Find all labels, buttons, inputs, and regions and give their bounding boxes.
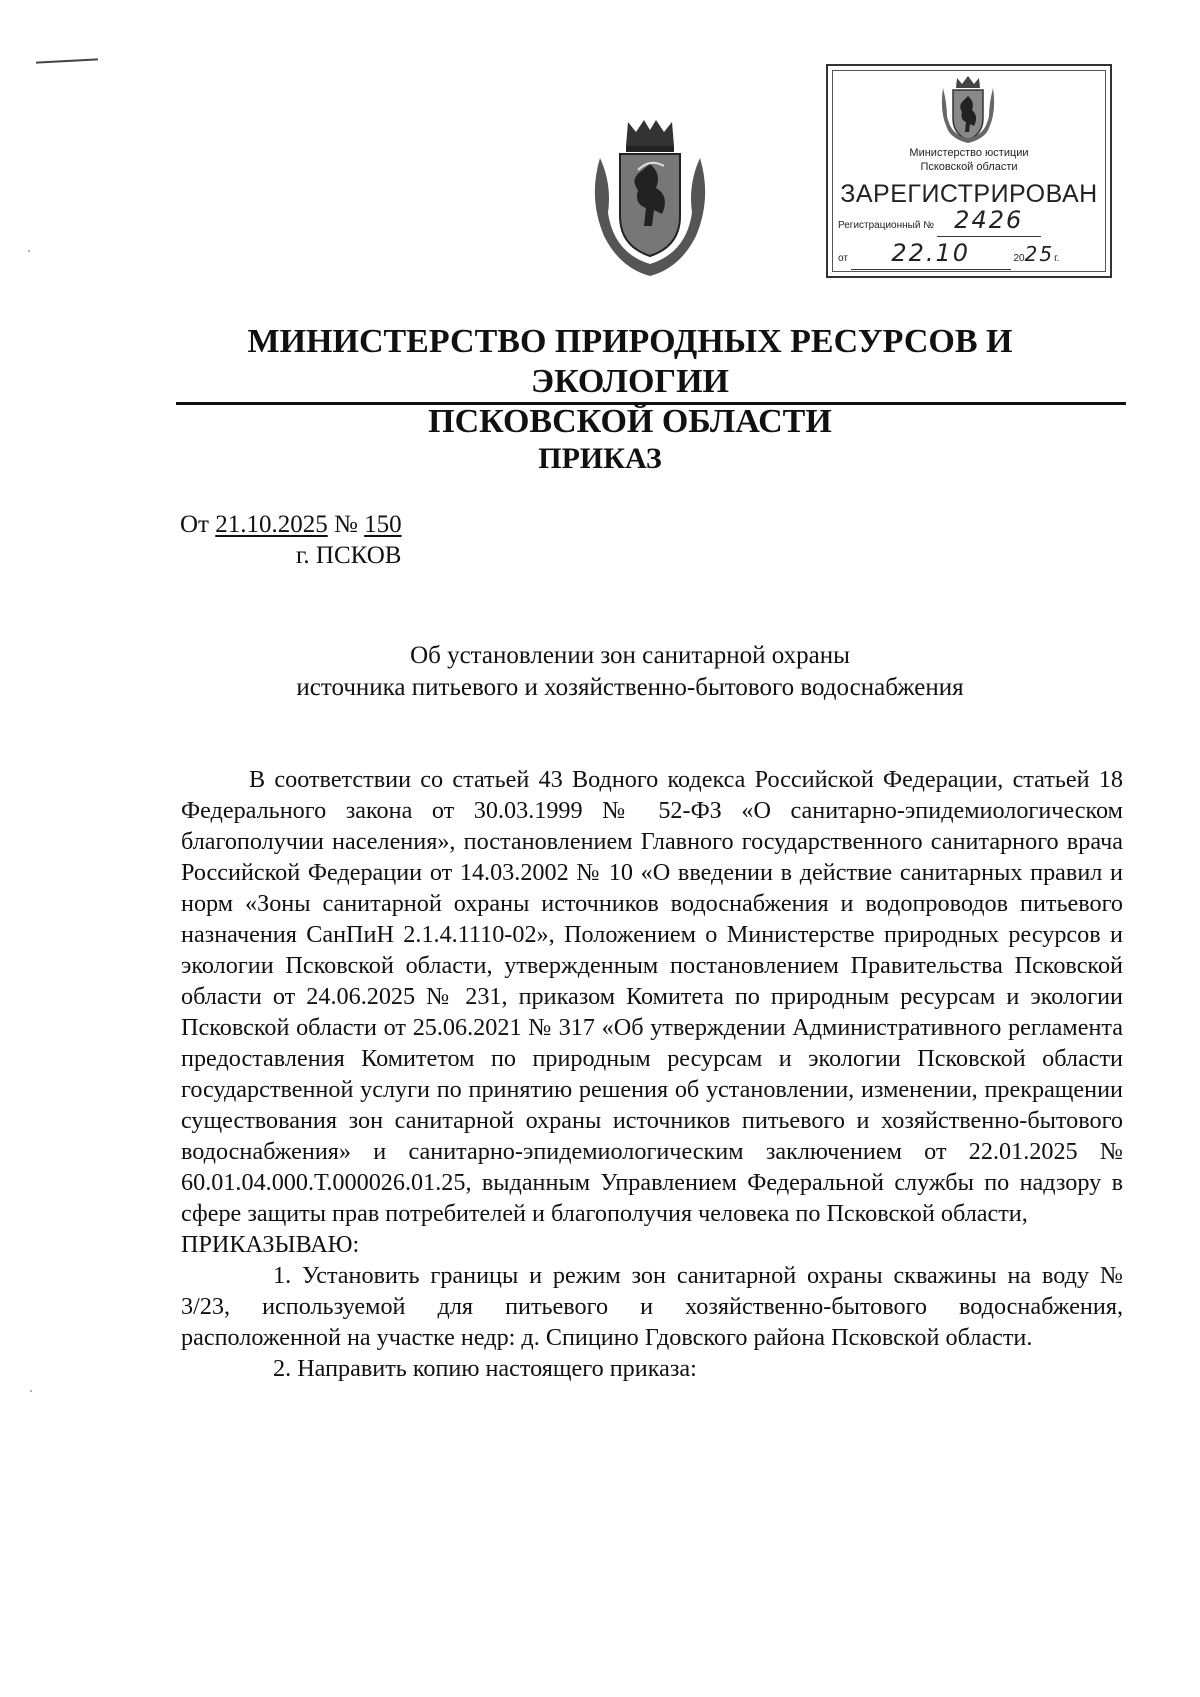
header-divider xyxy=(176,402,1126,405)
stamp-reg-line xyxy=(838,206,1041,237)
stamp-year-suffix: 25 xyxy=(1024,242,1055,266)
coat-of-arms-icon xyxy=(590,118,710,278)
order-word: ПРИКАЗЫВАЮ: xyxy=(181,1231,360,1258)
ministry-title: МИНИСТЕРСТВО ПРИРОДНЫХ РЕСУРСОВ И ЭКОЛОГИИ ПСКОВСКОЙ ОБЛАСТИ xyxy=(247,323,1013,440)
order-subject: Об установлении зон санитарной охраны источника питьевого и хозяйственно-бытового водоснабжения xyxy=(296,642,964,701)
scan-artifact xyxy=(36,58,98,63)
stamp-year-prefix: 20 xyxy=(1013,253,1025,264)
order-city: г. ПСКОВ xyxy=(296,542,402,569)
stamp-organization: Министерство юстиции Псковской области xyxy=(909,147,1029,173)
order-item-1: 1. Установить границы и режим зон санитарной охраны скважины на воду № 3/23, используемой для питьевого и хозяйственно-бытового водоснабжения, расположенной на участке недр: д. Спицино Гдовского района Псковской области. xyxy=(181,1262,1123,1351)
preamble-paragraph: В соответствии со статьей 43 Водного кодекса Российской Федерации, статьей 18 Федерального закона от 30.03.1999 № 52-ФЗ «О санитарно-эпидемиологическом благополучии населения», постановлением Главного государственного санитарного врача Российской Федерации от 14.03.2002 № 10 «О введении в действие санитарных правил и норм «Зоны санитарной охраны источников водоснабжения и водопроводов питьевого назначения СанПиН 2.1.4.1110-02», Положением о Министерстве природных ресурсов и экологии Псковской области, утвержденным постановлением Правительства Псковской области от 24.06.2025 № 231, приказом Комитета по природным ресурсам и экологии Псковской области от 25.06.2021 № 317 «Об утверждении Административного регламента предоставления Комитетом по природным ресурсам и экологии Псковской области государственной услуги по принятию решения об установлении, изменении, прекращении существования зон санитарной охраны источников питьевого и хозяйственно-бытового водоснабжения» и санитарно-эпидемиологическим заключением от 22.01.2025 № 60.01.04.000.Т.000026.01.25, выданным Управлением Федеральной службы по надзору в сфере защиты прав потребителей и благополучия человека по Псковской области, xyxy=(181,766,1123,1227)
stamp-date-value: 22.10 xyxy=(891,239,971,267)
order-number: 150 xyxy=(364,511,402,538)
stamp-year-unit: г. xyxy=(1054,253,1060,264)
scan-artifact xyxy=(30,1390,32,1392)
stamp-date-line xyxy=(838,239,1060,270)
stamp-emblem-icon xyxy=(939,74,997,144)
order-date-number: От 21.10.2025 № 150 xyxy=(180,511,402,538)
stamp-status: ЗАРЕГИСТРИРОВАН xyxy=(840,180,1098,208)
stamp-date-label: от xyxy=(838,253,848,264)
stamp-reg-number: 2426 xyxy=(954,206,1024,234)
order-date: 21.10.2025 xyxy=(215,511,328,538)
scan-artifact xyxy=(28,250,30,252)
stamp-reg-label: Регистрационный № xyxy=(838,220,934,231)
document-type: ПРИКАЗ xyxy=(538,442,662,475)
order-body xyxy=(181,764,1123,1384)
order-item-2: 2. Направить копию настоящего приказа: xyxy=(273,1355,697,1382)
registration-stamp xyxy=(826,64,1112,278)
